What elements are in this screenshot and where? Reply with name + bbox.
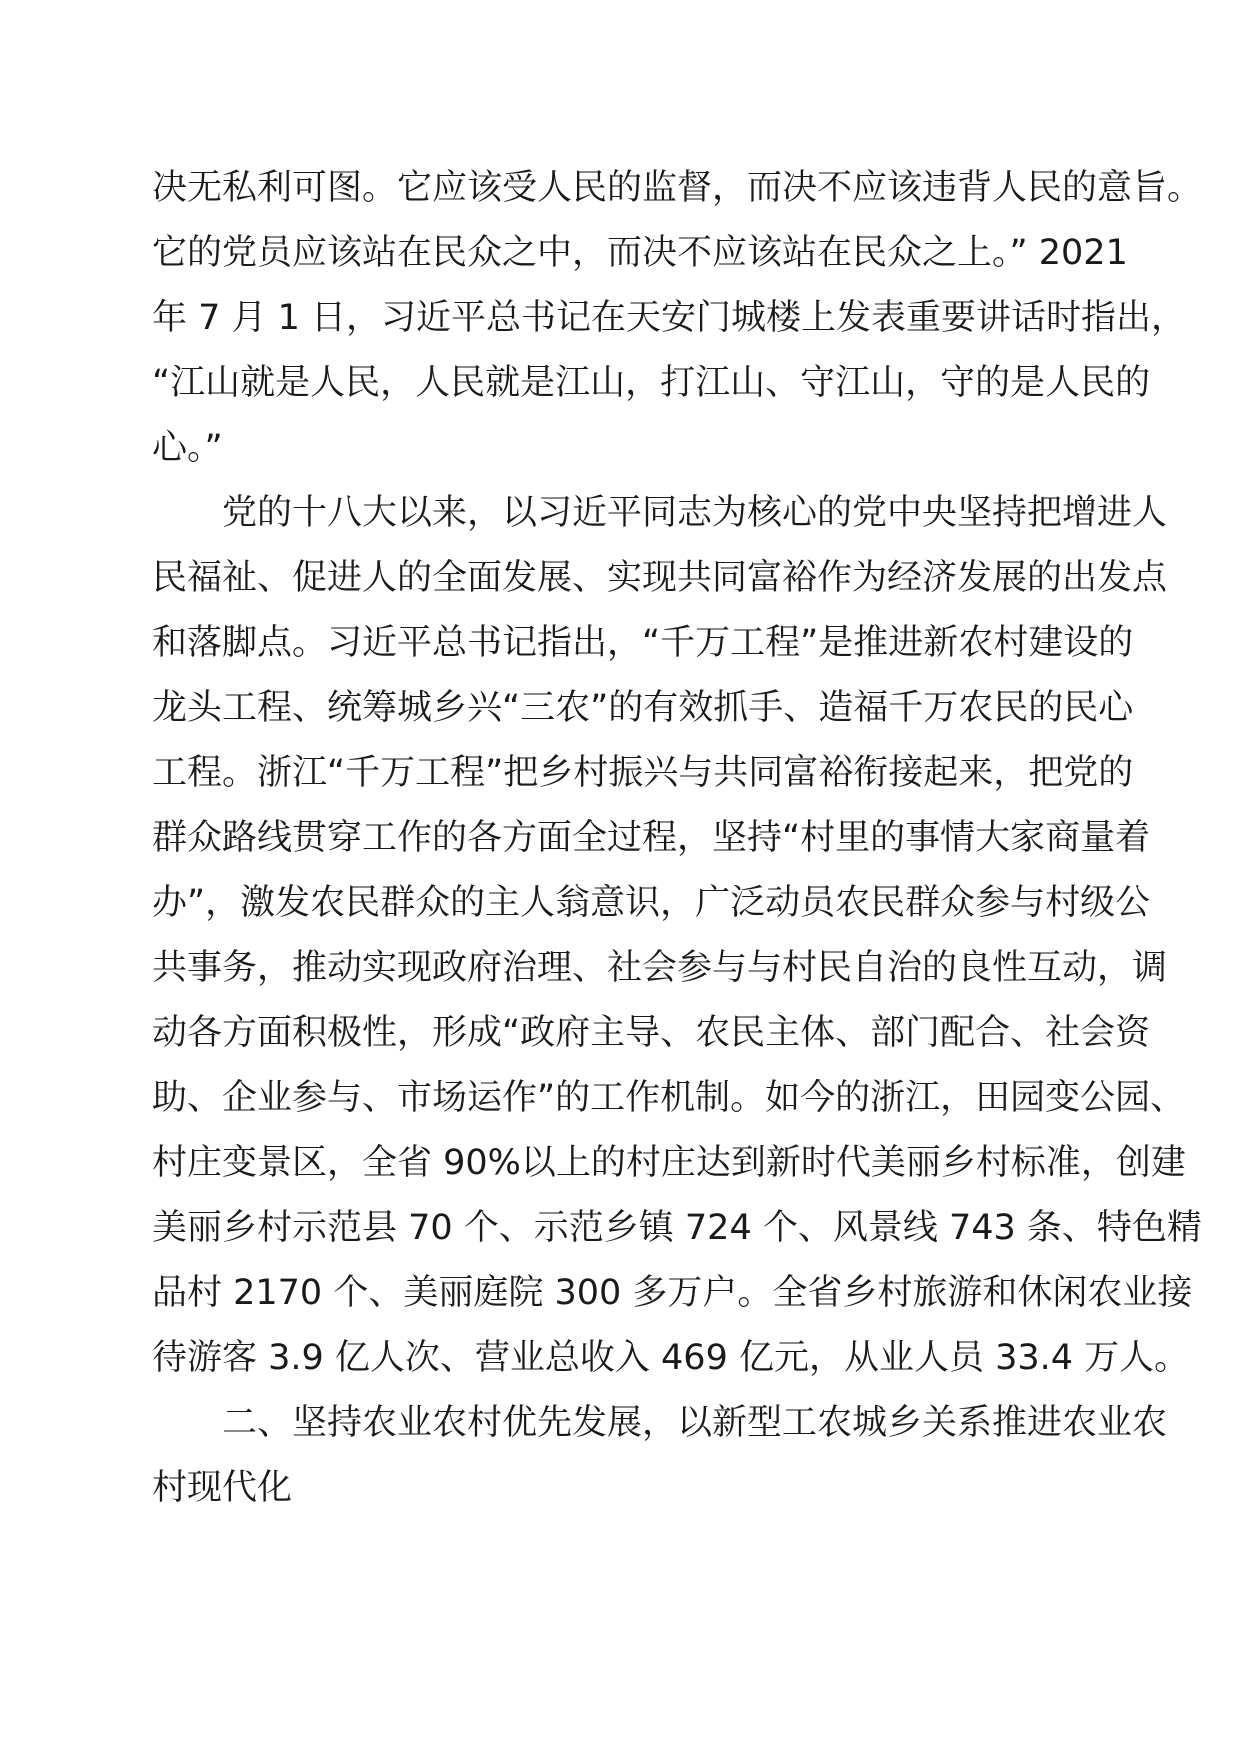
text-line: 它的党员应该站在民众之中，而决不应该站在民众之上。” 2021 xyxy=(152,233,1128,273)
text-line: 品村 2170 个、美丽庭院 300 多万户。全省乡村旅游和休闲农业接 xyxy=(152,1273,1193,1313)
section-heading-line: 二、坚持农业农村优先发展，以新型工农城乡关系推进农业农 xyxy=(222,1403,1168,1443)
text-line: 年 7 月 1 日，习近平总书记在天安门城楼上发表重要讲话时指出， xyxy=(152,298,1187,338)
text-line: 助、企业参与、市场运作”的工作机制。如今的浙江，田园变公园、 xyxy=(152,1078,1186,1118)
text-line: 待游客 3.9 亿人次、营业总收入 469 亿元，从业人员 33.4 万人。 xyxy=(152,1338,1190,1378)
text-line: 群众路线贯穿工作的各方面全过程，坚持“村里的事情大家商量着 xyxy=(152,818,1151,858)
paragraph-start-line: 党的十八大以来，以习近平同志为核心的党中央坚持把增进人 xyxy=(222,493,1168,533)
text-line: 工程。浙江“千万工程”把乡村振兴与共同富裕衔接起来，把党的 xyxy=(152,753,1134,793)
text-line: 办”，激发农民群众的主人翁意识，广泛动员农民群众参与村级公 xyxy=(152,883,1151,923)
text-line: 共事务，推动实现政府治理、社会参与与村民自治的良性互动，调 xyxy=(152,948,1168,988)
text-line: 龙头工程、统筹城乡兴“三农”的有效抓手、造福千万农民的民心 xyxy=(152,688,1134,728)
text-line: 决无私利可图。它应该受人民的监督，而决不应该违背人民的意旨。 xyxy=(152,168,1203,208)
text-line: 美丽乡村示范县 70 个、示范乡镇 724 个、风景线 743 条、特色精 xyxy=(152,1208,1202,1248)
document-body xyxy=(152,156,1203,1521)
text-line: “江山就是人民，人民就是江山，打江山、守江山，守的是人民的 xyxy=(152,363,1151,403)
text-line: 民福祉、促进人的全面发展、实现共同富裕作为经济发展的出发点 xyxy=(152,558,1168,598)
text-line: 村庄变景区，全省 90%以上的村庄达到新时代美丽乡村标准，创建 xyxy=(152,1143,1186,1183)
text-line: 和落脚点。习近平总书记指出，“千万工程”是推进新农村建设的 xyxy=(152,623,1134,663)
text-line: 动各方面积极性，形成“政府主导、农民主体、部门配合、社会资 xyxy=(152,1013,1151,1053)
section-heading-line: 村现代化 xyxy=(152,1468,293,1508)
text-line: 心。” xyxy=(152,428,223,468)
